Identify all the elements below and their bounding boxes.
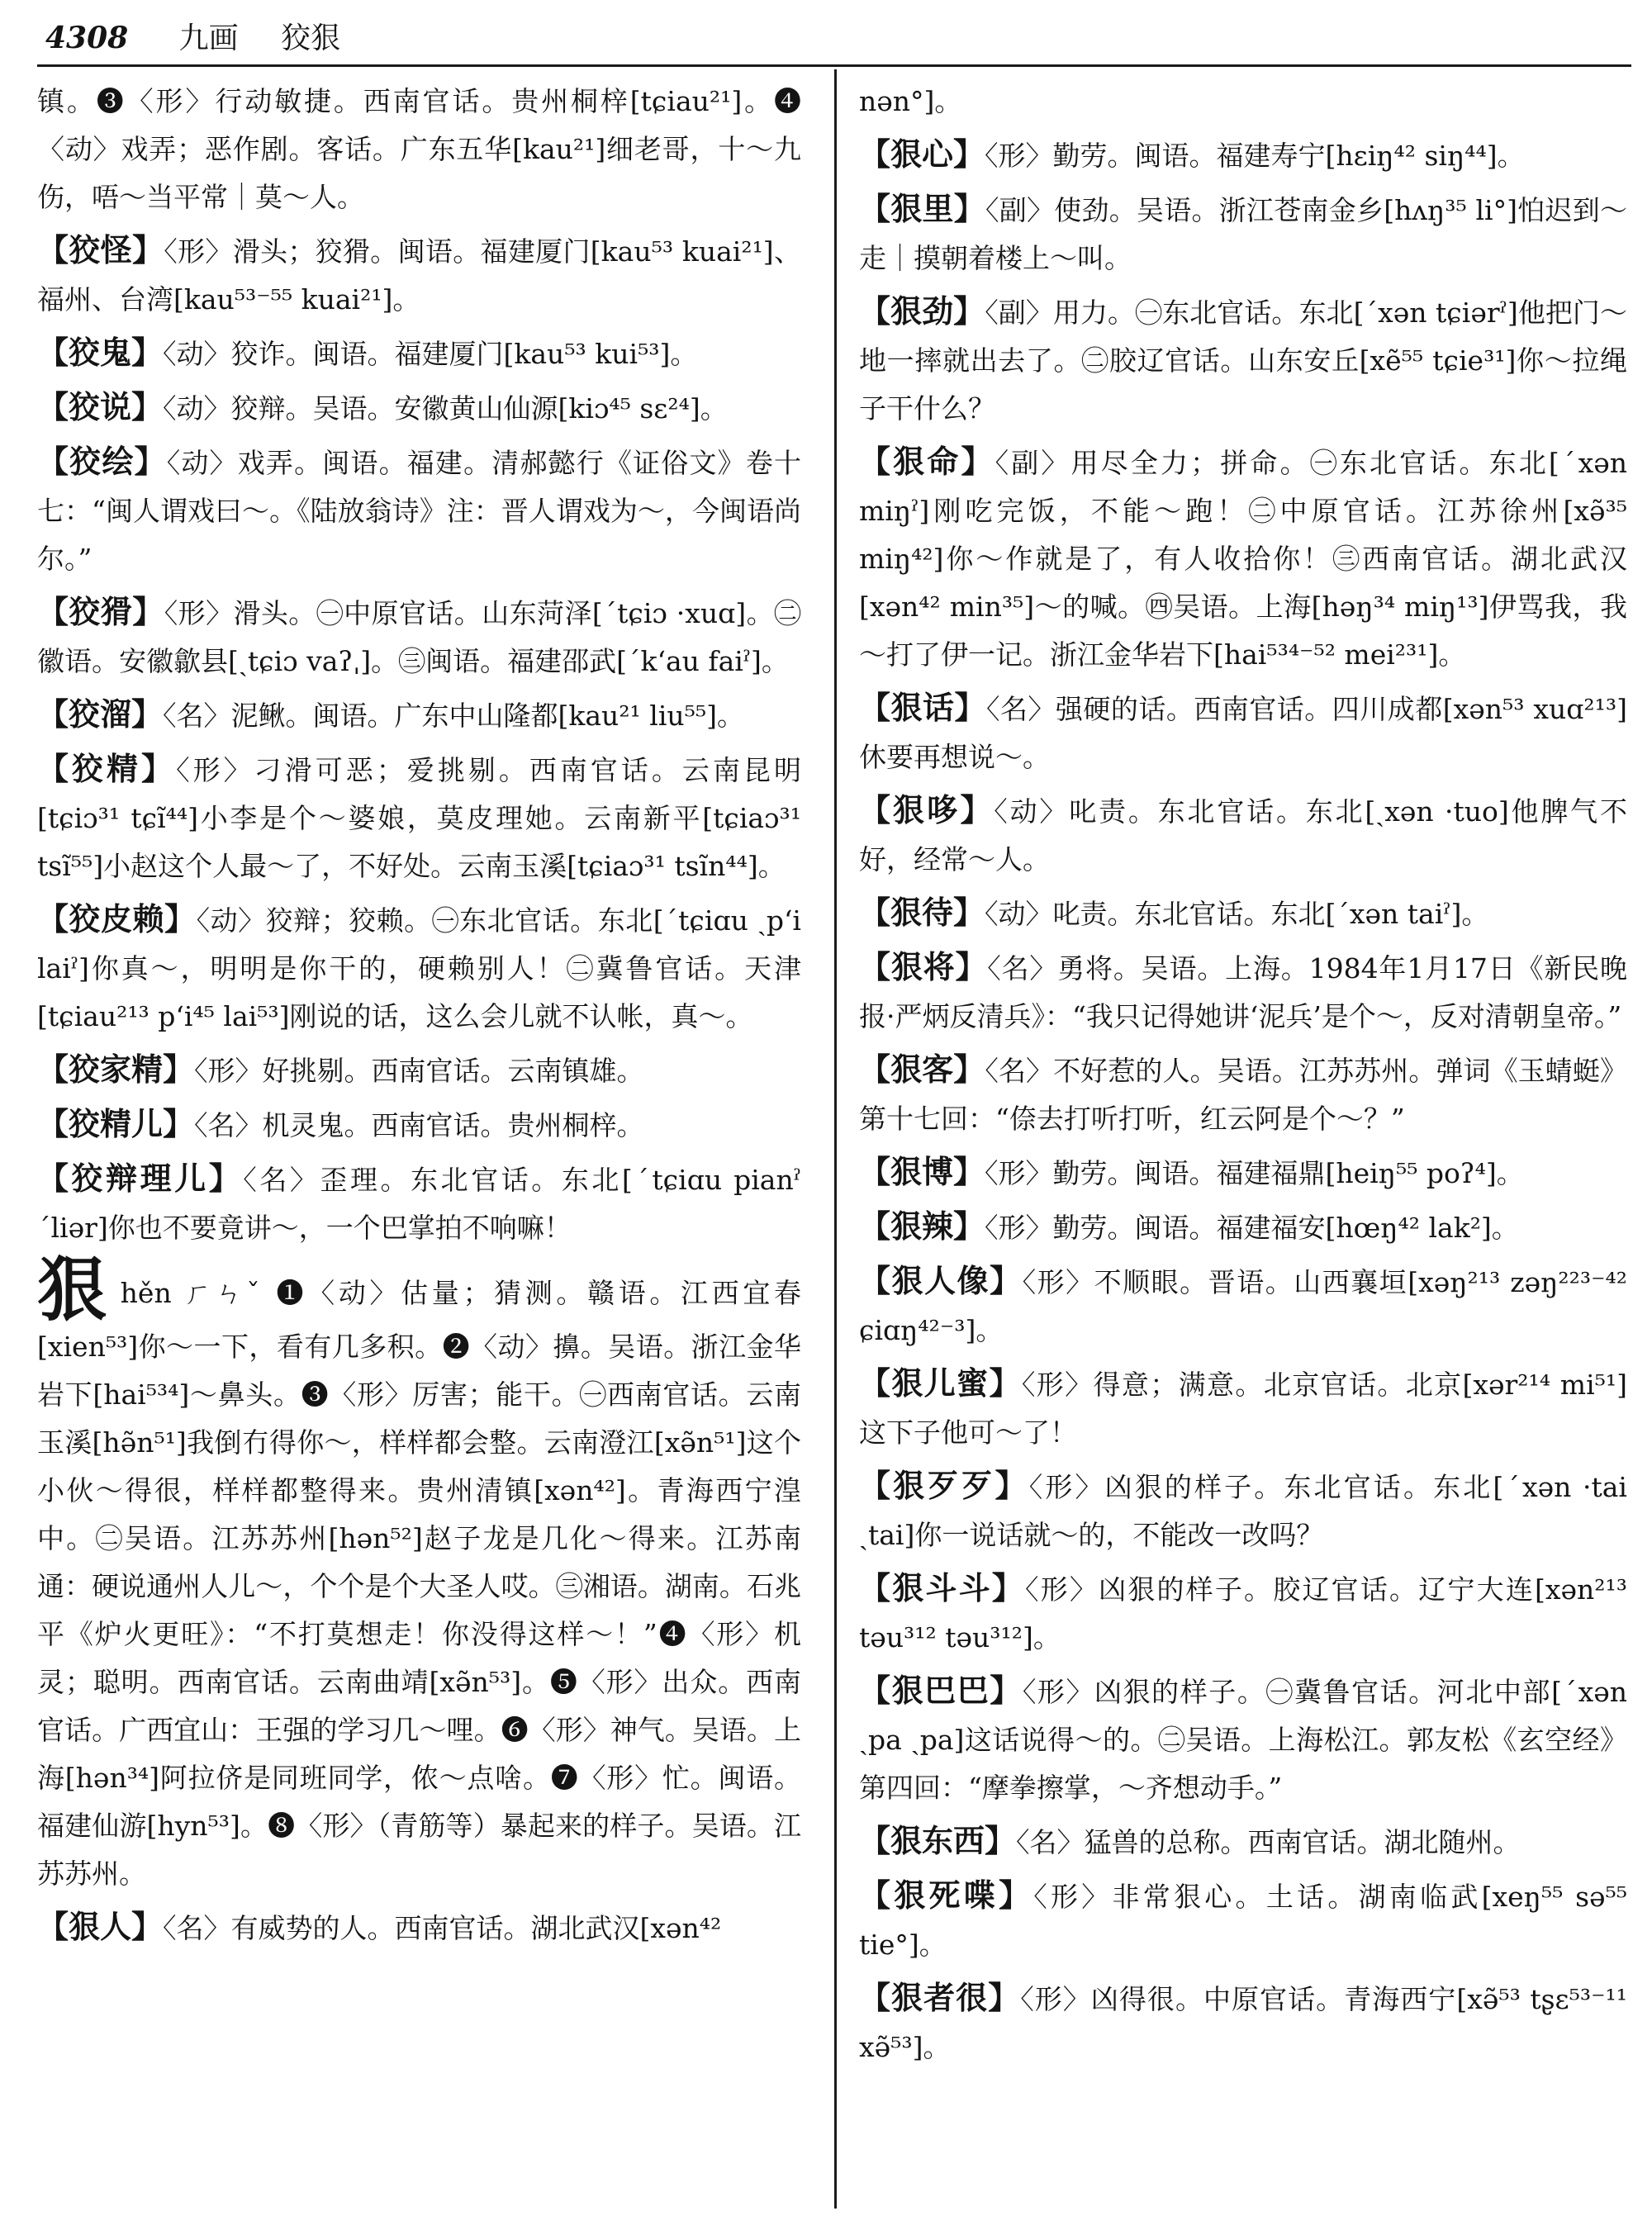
dictionary-entry — [859, 1462, 1627, 1559]
dictionary-entry — [37, 383, 801, 433]
dictionary-entry — [37, 438, 801, 583]
dictionary-entry — [37, 76, 801, 221]
headword: 【狡鬼】 — [37, 334, 164, 371]
dictionary-entry — [37, 588, 801, 686]
dictionary-entry — [37, 895, 801, 1041]
dictionary-entry — [37, 1903, 801, 1952]
headword: 【狠东西】 — [859, 1822, 1017, 1859]
dictionary-entry — [859, 438, 1627, 679]
definition-text: 〈动〉叱责。东北官话。东北[ˊxən taiˀ]。 — [985, 898, 1489, 930]
definition-text: 〈形〉凶狠的样子。㊀冀鲁官话。河北中部[ˊxən ˏpa ˏpa]这话说得～的。㊁吴语。上海松江。郭友松《玄空经》第四回：“摩拳擦掌，～齐想动手。” — [859, 1676, 1627, 1804]
definition-text: 〈名〉歪理。东北官话。东北[ˊtɕiɑu pianˀ ˊliər]你也不要竟讲～，一个巴掌拍不响嘛！ — [37, 1164, 801, 1244]
page-header — [45, 15, 340, 64]
headword: 【狠客】 — [859, 1051, 985, 1088]
dictionary-entry — [37, 1046, 801, 1095]
headword: 【狠辣】 — [859, 1208, 985, 1245]
definition-text: 〈名〉泥鳅。闽语。广东中山隆都[kau²¹ liu⁵⁵]。 — [163, 700, 744, 732]
dictionary-entry — [37, 745, 801, 890]
definition-text: 〈形〉刁滑可恶；爱挑剔。西南官话。云南昆明[tɕiɔ³¹ tɕĩ⁴⁴]小李是个～婆娘，莫皮理她。云南新平[tɕiaɔ³¹ tsĩ⁵⁵]小赵这个人最～了，不好处。云南玉溪[tɕiaɔ³¹ tsĩn⁴⁴]。 — [37, 754, 801, 882]
dictionary-entry — [859, 1872, 1627, 1969]
definition-text: 〈形〉勤劳。闽语。福建寿宁[hɛiŋ⁴² siŋ⁴⁴]。 — [985, 140, 1525, 172]
headword: 【狠待】 — [859, 894, 985, 931]
dictionary-entry — [859, 1564, 1627, 1662]
headword: 【狠者很】 — [859, 1979, 1021, 2016]
headword: 【狡皮赖】 — [37, 900, 197, 937]
definition-text: 〈动〉狡诈。闽语。福建厦门[kau⁵³ kui⁵³]。 — [163, 338, 698, 370]
headword: 【狡精】 — [37, 750, 177, 787]
definition-text: 〈动〉戏弄。闽语。福建。清郝懿行《证俗文》卷十七：“闽人谓戏曰～。《陆放翁诗》注：晋人谓戏为～，今闽语尚尔。” — [37, 447, 801, 575]
main-entry — [37, 1249, 801, 1898]
headword: 【狠命】 — [859, 443, 995, 480]
dictionary-entry — [859, 287, 1627, 433]
definition-text: 〈形〉凶狠的样子。胶辽官话。辽宁大连[xən²¹³ təu³¹² təu³¹²]。 — [859, 1573, 1627, 1654]
dictionary-entry — [859, 130, 1627, 180]
definition-text: 〈形〉非常狠心。土话。湖南临武[xeŋ⁵⁵ sə⁵⁵ tie°]。 — [859, 1881, 1627, 1961]
definition-text: 〈动〉狡辩；狡赖。㊀东北官话。东北[ˊtɕiɑu ˏpʻi laiˀ]你真～，明明是你干的，硬赖别人！㊁冀鲁官话。天津[tɕiau²¹³ pʻi⁴⁵ lai⁵³]刚说的话，这么会儿就不认帐，真～。 — [37, 904, 801, 1032]
dictionary-entry — [859, 1046, 1627, 1143]
dictionary-entry — [859, 1359, 1627, 1457]
definition-text: 镇。❸〈形〉行动敏捷。西南官话。贵州桐梓[tɕiau²¹]。❹〈动〉戏弄；恶作剧。客话。广东五华[kau²¹]细老哥，十～九伤，唔～当平常｜莫～人。 — [37, 85, 801, 213]
headword: 【狠里】 — [859, 190, 986, 227]
definition-text: 〈副〉用尽全力；拼命。㊀东北官话。东北[ˊxən miŋˀ]刚吃完饭，不能～跑！㊁中原官话。江苏徐州[xə̃³⁵ miŋ⁴²]你～作就是了，有人收拾你！㊂西南官话。湖北武汉[xən⁴² min³⁵]～的喊。㊃吴语。上海[həŋ³⁴ miŋ¹³]伊骂我，我～打了伊一记。浙江金华岩下[hai⁵³⁴⁻⁵² mei²³¹]。 — [859, 447, 1627, 671]
dictionary-entry — [37, 226, 801, 324]
dictionary-entry — [859, 1667, 1627, 1812]
dictionary-entry — [859, 1974, 1627, 2071]
headword: 【狠人像】 — [859, 1262, 1023, 1299]
definition-text: 〈名〉有威势的人。西南官话。湖北武汉[xən⁴² — [163, 1912, 722, 1944]
headword: 【狠儿蜜】 — [859, 1364, 1022, 1402]
dictionary-entry — [859, 889, 1627, 938]
pinyin: hěn — [120, 1277, 172, 1309]
dictionary-entry — [859, 185, 1627, 282]
headword: 【狡说】 — [37, 388, 164, 425]
dictionary-entry — [37, 1100, 801, 1150]
definition-text: 〈名〉不好惹的人。吴语。江苏苏州。弹词《玉蜻蜓》第十七回：“倷去打听打听，红云阿是个～？” — [859, 1055, 1627, 1135]
column-divider — [834, 69, 837, 2209]
definition-text: 〈形〉滑头；狡猾。闽语。福建厦门[kau⁵³ kuai²¹]、福州、台湾[kau⁵³⁻⁵⁵ kuai²¹]。 — [37, 235, 801, 316]
dictionary-entry — [37, 690, 801, 740]
headword: 【狡绘】 — [37, 443, 167, 480]
headword: 【狡家精】 — [37, 1051, 195, 1088]
main-entry-definition: ❶〈动〉估量；猜测。赣语。江西宜春[xien⁵³]你～一下，看有几多积。❷〈动〉擤。吴语。浙江金华岩下[hai⁵³⁴]～鼻头。❸〈形〉厉害；能干。㊀西南官话。云南玉溪[hə̃n⁵¹]我倒冇得你～，样样都会整。云南澄江[xə̃n⁵¹]这个小伙～得很，样样都整得来。贵州清镇[xən⁴²]。青海西宁湟中。㊁吴语。江苏苏州[hən⁵²]赵子龙是几化～得来。江苏南通：硬说通州人儿～，个个是个大圣人哎。㊂湘语。湖南。石兆平《炉火更旺》：“不打莫想走！你没得这样～！”❹〈形〉机灵；聪明。西南官话。云南曲靖[xə̃n⁵³]。❺〈形〉出众。西南官话。广西宜山：王强的学习几～哩。❻〈形〉神气。吴语。上海[hən³⁴]阿拉侪是同班同学，侬～点啥。❼〈形〉忙。闽语。福建仙游[hyn⁵³]。❽〈形〉（青筋等）暴起来的样子。吴语。江苏苏州。 — [37, 1277, 801, 1890]
definition-text: 〈副〉用力。㊀东北官话。东北[ˊxən tɕiərˀ]他把门～地一摔就出去了。㊁胶辽官话。山东安丘[xẽ⁵⁵ tɕie³¹]你～拉绳子干什么？ — [859, 297, 1627, 425]
dictionary-entry — [37, 1155, 801, 1252]
definition-text: 〈名〉勇将。吴语。上海。1984年1月17日《新民晚报·严炳反清兵》：“我只记得她讲‘泥兵’是个～，反对清朝皇帝。” — [859, 952, 1627, 1032]
headword: 【狠劲】 — [859, 292, 985, 330]
dictionary-entry — [859, 1148, 1627, 1198]
dictionary-entry — [859, 1817, 1627, 1867]
dictionary-entry — [859, 943, 1627, 1041]
definition-text: 〈形〉勤劳。闽语。福建福鼎[heiŋ⁵⁵ poʔ⁴]。 — [985, 1157, 1524, 1189]
right-column — [859, 76, 1627, 2076]
definition-text: 〈形〉勤劳。闽语。福建福安[hœŋ⁴² lak²]。 — [985, 1212, 1519, 1244]
header-keywords: 狡狠 — [281, 21, 341, 55]
headword: 【狠斗斗】 — [859, 1569, 1025, 1606]
definition-text: 〈形〉得意；满意。北京官话。北京[xər²¹⁴ mi⁵¹]这下子他可～了！ — [859, 1369, 1627, 1449]
definition-text: nən°]。 — [859, 85, 962, 117]
definition-text: 〈名〉猛兽的总称。西南官话。湖北随州。 — [1016, 1826, 1521, 1858]
definition-text: 〈名〉强硬的话。西南官话。四川成都[xən⁵³ xuɑ²¹³]休要再想说～。 — [859, 693, 1627, 773]
dictionary-entry — [859, 76, 1627, 126]
dictionary-entry — [859, 1257, 1627, 1355]
left-column — [37, 76, 801, 1957]
zhuyin: ㄏㄣˇ — [183, 1277, 264, 1309]
definition-text: 〈形〉滑头。㊀中原官话。山东菏泽[ˊtɕiɔ ·xuɑ]。㊁徽语。安徽歙县[ˏtɕiɔ vaʔˌ]。㊂闽语。福建邵武[ˊkʻau faiˀ]。 — [37, 597, 801, 677]
headword: 【狡溜】 — [37, 695, 164, 733]
headword: 【狠人】 — [37, 1908, 164, 1945]
page-number: 4308 — [45, 21, 129, 55]
headword: 【狡怪】 — [37, 231, 164, 268]
definition-text: 〈动〉狡辩。吴语。安徽黄山仙源[kiɔ⁴⁵ sɛ²⁴]。 — [163, 392, 728, 425]
headword: 【狠将】 — [859, 948, 988, 985]
headword: 【狠巴巴】 — [859, 1672, 1023, 1709]
section-label: 九画 — [178, 21, 239, 55]
definition-text: 〈形〉凶狠的样子。东北官话。东北[ˊxən ·tai ˏtai]你一说话就～的，不能改一改吗？ — [859, 1471, 1627, 1551]
headword: 【狡辩理儿】 — [37, 1160, 244, 1197]
header-rule — [37, 64, 1631, 67]
definition-text: 〈副〉使劲。吴语。浙江苍南金乡[hʌŋ³⁵ li°]怕迟到～走｜摸朝着楼上～叫。 — [859, 194, 1627, 274]
definition-text: 〈形〉好挑剔。西南官话。云南镇雄。 — [194, 1055, 644, 1087]
definition-text: 〈动〉叱责。东北官话。东北[ˏxən ·tuo]他脾气不好，经常～人。 — [859, 795, 1627, 875]
dictionary-entry — [859, 786, 1627, 884]
main-headword: 狠 — [37, 1249, 111, 1331]
definition-text: 〈形〉凶得很。中原官话。青海西宁[xə̃⁵³ tʂɛ⁵³⁻¹¹ xə̃⁵³]。 — [859, 1983, 1627, 2063]
dictionary-entry — [859, 684, 1627, 781]
headword: 【狡精儿】 — [37, 1105, 195, 1142]
headword: 【狠心】 — [859, 135, 985, 173]
headword: 【狠歹歹】 — [859, 1467, 1029, 1504]
headword: 【狠死喋】 — [859, 1877, 1034, 1914]
headword: 【狠哆】 — [859, 791, 995, 828]
headword: 【狠博】 — [859, 1153, 985, 1190]
headword: 【狠话】 — [859, 689, 986, 726]
definition-text: 〈形〉不顺眼。晋语。山西襄垣[xəŋ²¹³ zəŋ²²³⁻⁴² ɕiɑŋ⁴²⁻³]。 — [859, 1266, 1627, 1346]
headword: 【狡猾】 — [37, 593, 164, 630]
dictionary-entry — [37, 329, 801, 378]
dictionary-entry — [859, 1203, 1627, 1252]
definition-text: 〈名〉机灵鬼。西南官话。贵州桐梓。 — [194, 1109, 644, 1141]
